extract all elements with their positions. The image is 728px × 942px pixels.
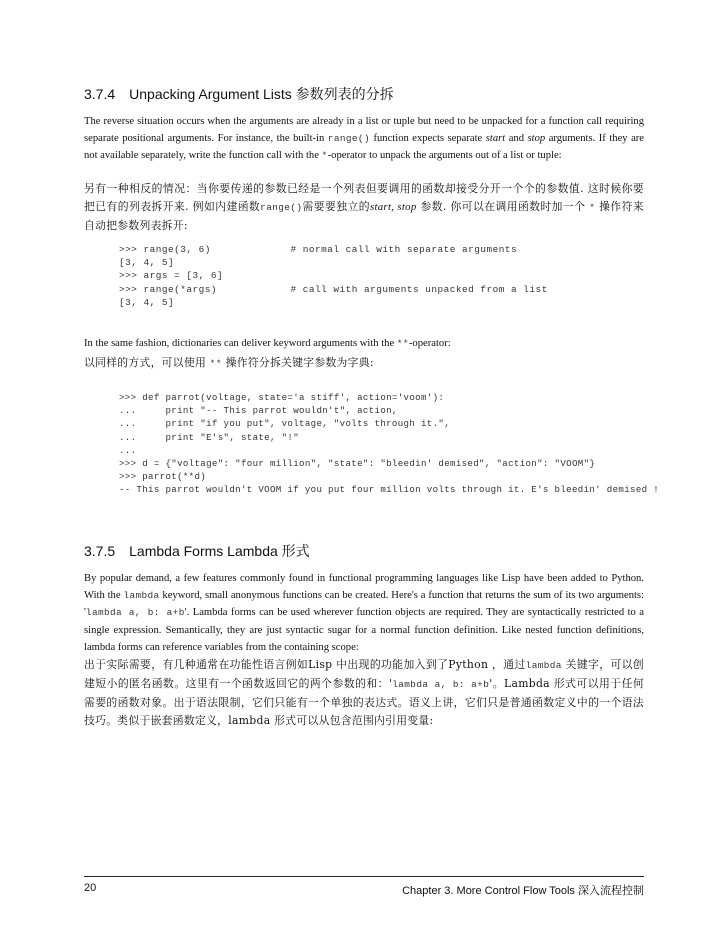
text-run: '. Lambda forms can be used wherever function objects are required. They are syntactically restricted to a single expression. Semantically, they are just syntactic sugar for a normal function definition. Like nested function definitions, lambda forms can reference variables from the containing scope: bbox=[84, 607, 645, 653]
inline-code: range() bbox=[327, 133, 370, 145]
text-run: 出于实际需要，有几种通常在功能性语言例如Lisp 中出现的功能加入到了Python ，通过 bbox=[84, 658, 526, 671]
section-3-7-5 bbox=[84, 541, 644, 561]
section-number: 3.7.5 bbox=[84, 543, 116, 559]
text-run: 关键字，可以创建短小的匿名函数。这里有一个函数返回它的两个参数的和：' bbox=[84, 658, 645, 690]
paragraph-zh-2 bbox=[84, 354, 644, 373]
emphasis: start, stop bbox=[369, 201, 417, 213]
paragraph-zh-1 bbox=[84, 180, 644, 235]
section-title-zh: 形式 bbox=[281, 544, 310, 560]
text-run: By popular demand, a few features commonly found in functional programming languages like Lisp have been added to Python. With the bbox=[84, 573, 644, 602]
section-title-en: Lambda Forms Lambda bbox=[129, 543, 278, 559]
text-run: and bbox=[505, 133, 528, 145]
section-number: 3.7.4 bbox=[84, 86, 116, 102]
text-run: 需要要独立的 bbox=[302, 200, 370, 213]
text-run: function expects separate bbox=[369, 133, 486, 145]
code-block-2: >>> def parrot(voltage, state='a stiff', action='voom'): ... print "-- This parrot wouldn't", action, ... print "if you put", voltage, "volts through it.", ... print "E's", state, "!" ... >>> d = {"voltage": "four million", "state": "bleedin' demised", "action": "VOOM"} >>> parrot(**d) -- This parrot wouldn't VOOM if you put four million volts through it. E's bleedin' demised ! bbox=[119, 392, 660, 496]
text-run: 以同样的方式，可以使用 bbox=[84, 356, 210, 369]
running-footer bbox=[402, 882, 644, 898]
paragraph-en-3 bbox=[84, 570, 644, 656]
section-title-zh: 参数列表的分拆 bbox=[295, 87, 394, 103]
paragraph-zh-3 bbox=[84, 656, 644, 730]
section-title-en: Unpacking Argument Lists bbox=[129, 86, 292, 102]
text-run: -operator to unpack the arguments out of a list or tuple: bbox=[327, 150, 562, 162]
inline-code: lambda bbox=[525, 660, 562, 671]
text-run: arguments. If they are not available separately, write the function call with the bbox=[84, 133, 645, 162]
text-run: 操作符来自动把参数列表拆开: bbox=[84, 200, 644, 232]
text-run: keyword, small anonymous functions can be created. Here's a function that returns the sum of its two arguments: ' bbox=[84, 590, 644, 619]
text-run: '。Lambda 形式可以用于任何需要的函数对象。出于语法限制，它们只能有一个单独的表达式。语义上讲，它们只是普通函数定义中的一个语法技巧。类似于嵌套函数定义，lambda 形式可以从包含范围内引用变量: bbox=[84, 677, 644, 727]
chapter-title-zh: 深入流程控制 bbox=[578, 884, 644, 897]
footer-rule bbox=[84, 876, 644, 877]
inline-code: * bbox=[589, 202, 596, 213]
section-heading bbox=[84, 84, 644, 104]
text-run: The reverse situation occurs when the arguments are already in a list or tuple but need to be unpacked for a function call requiring separate positional arguments. For instance, the built-in bbox=[84, 116, 644, 145]
text-run: 参数. 你可以在调用函数时加一个 bbox=[416, 200, 590, 213]
inline-code: * bbox=[321, 150, 328, 162]
emphasis: stop bbox=[527, 133, 546, 145]
text-run: 另有一种相反的情况：当你要传递的参数已经是一个列表但要调用的函数却接受分开一个个的参数值. 这时候你要把已有的列表拆开来. 例如内建函数 bbox=[84, 182, 644, 213]
inline-code: ** bbox=[209, 358, 222, 369]
text-run: In the same fashion, dictionaries can deliver keyword arguments with the bbox=[84, 338, 397, 349]
inline-code: lambda a, b: a+b bbox=[85, 607, 185, 619]
section-heading bbox=[84, 541, 644, 561]
text-run: -operator: bbox=[408, 338, 451, 349]
inline-code: lambda a, b: a+b bbox=[392, 679, 490, 690]
section-3-7-4 bbox=[84, 84, 644, 104]
code-block-1: >>> range(3, 6) # normal call with separate arguments [3, 4, 5] >>> args = [3, 6] >>> range(*args) # call with arguments unpacked from a list [3, 4, 5] bbox=[119, 244, 548, 308]
inline-code: lambda bbox=[123, 590, 160, 602]
text-run: 操作符分拆关键字参数为字典: bbox=[221, 356, 374, 369]
page-number: 20 bbox=[84, 882, 97, 894]
paragraph-en-2 bbox=[84, 335, 644, 352]
inline-code: ** bbox=[396, 338, 409, 349]
chapter-title-en: Chapter 3. More Control Flow Tools bbox=[402, 885, 575, 897]
paragraph-en-1 bbox=[84, 113, 644, 165]
inline-code: range() bbox=[260, 202, 303, 213]
emphasis: start bbox=[485, 133, 506, 145]
